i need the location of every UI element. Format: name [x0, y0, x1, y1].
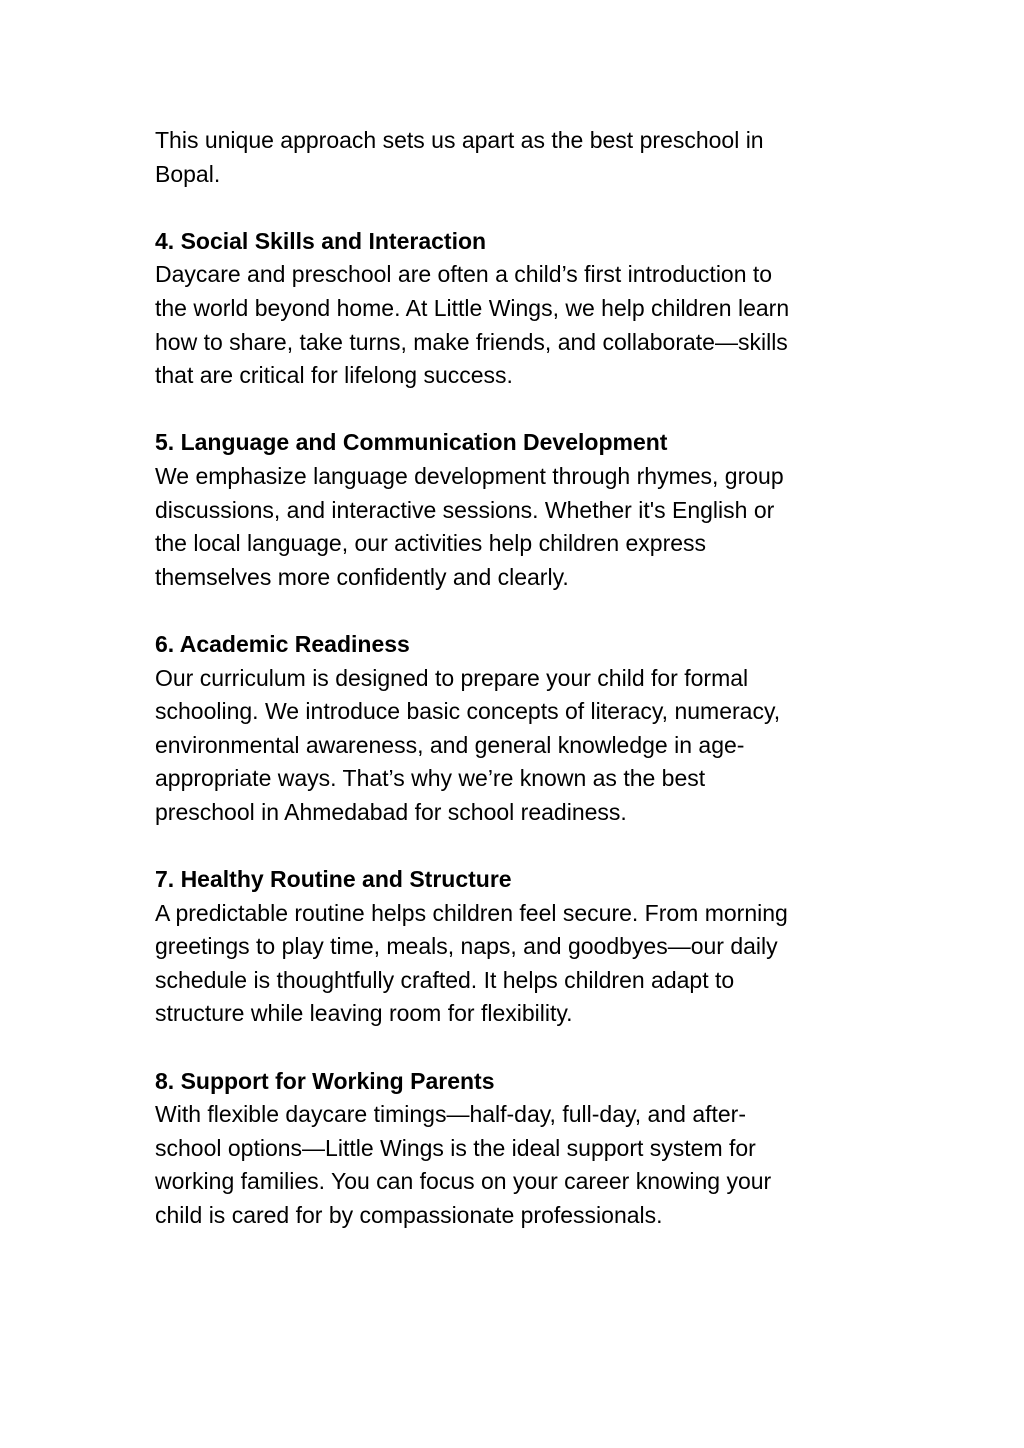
- section-language-communication: [155, 426, 875, 594]
- section-social-skills: [155, 225, 875, 393]
- section-body: A predictable routine helps children feel secure. From morning greetings to play time, meals, naps, and goodbyes—our daily schedule is thoughtfully crafted. It helps children adapt to structure while leaving room for flexibility.: [155, 899, 788, 1027]
- section-heading: 4. Social Skills and Interaction: [155, 227, 487, 254]
- section-body: We emphasize language development through rhymes, group discussions, and interactive sessions. Whether it's English or the local language, our activities help children express themselves more confidently and clearly.: [155, 462, 784, 590]
- section-academic-readiness: [155, 628, 875, 830]
- section-heading: 6. Academic Readiness: [155, 630, 410, 657]
- section-healthy-routine: [155, 863, 875, 1031]
- document-content: [155, 124, 875, 1266]
- section-body: Our curriculum is designed to prepare your child for formal schooling. We introduce basic concepts of literacy, numeracy, environmental awareness, and general knowledge in age- appropriate ways. That’s why we’re known as the best preschool in Ahmedabad for school readiness.: [155, 664, 781, 825]
- section-working-parents: [155, 1065, 875, 1233]
- intro-paragraph: This unique approach sets us apart as the best preschool in Bopal.: [155, 127, 764, 187]
- section-heading: 8. Support for Working Parents: [155, 1067, 495, 1094]
- section-heading: 7. Healthy Routine and Structure: [155, 866, 512, 893]
- section-heading: 5. Language and Communication Development: [155, 429, 668, 456]
- section-body: With flexible daycare timings—half-day, full-day, and after- school options—Little Wings is the ideal support system for working families. You can focus on your career knowing your child is cared for by compassionate professionals.: [155, 1101, 772, 1228]
- section-body: Daycare and preschool are often a child’s first introduction to the world beyond home. At Little Wings, we help children learn how to share, take turns, make friends, and collaborate—skills that are critical for lifelong success.: [155, 261, 790, 389]
